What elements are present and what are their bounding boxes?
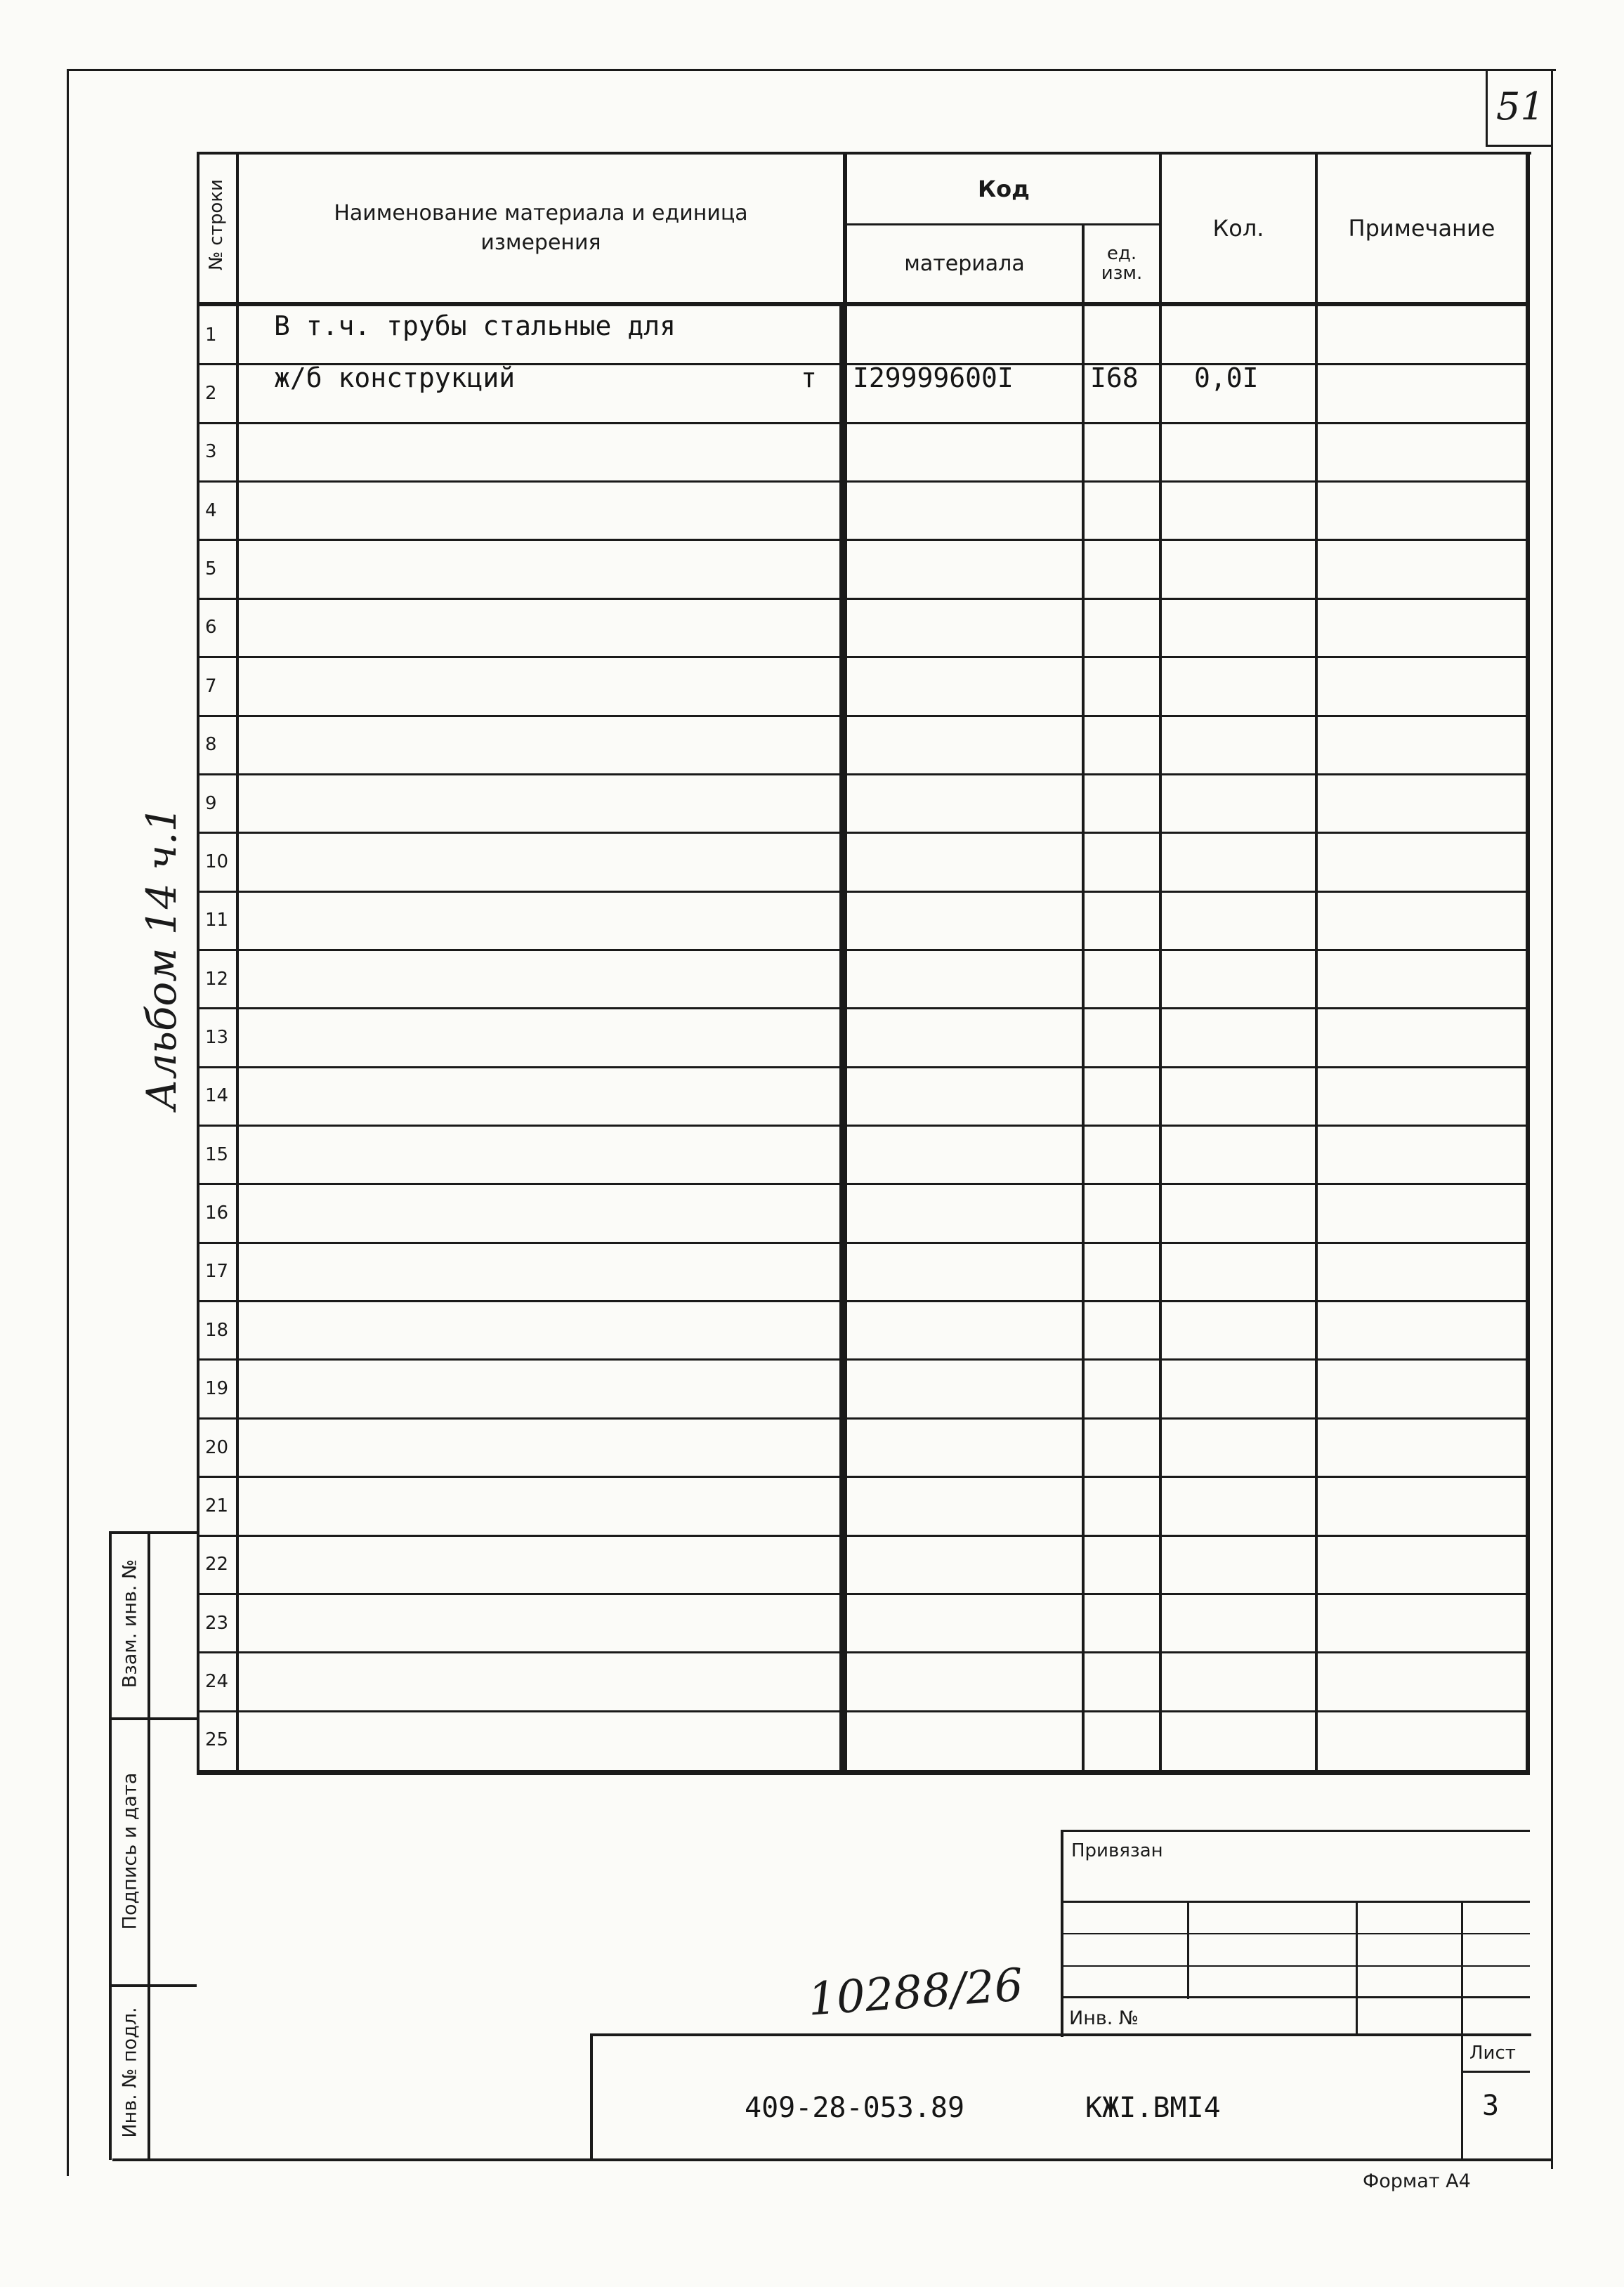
sheet-number: 3 — [1482, 2090, 1500, 2122]
row2-unit: т — [801, 362, 817, 393]
stamp-podpis: Подпись и дата — [119, 1772, 141, 1930]
row-number: 24 — [205, 1670, 229, 1692]
row-divider — [197, 1007, 1530, 1009]
row-number: 13 — [205, 1027, 229, 1048]
row-divider — [197, 1476, 1530, 1478]
row-divider — [197, 1651, 1530, 1653]
table-top — [197, 152, 1531, 155]
qty-col-right — [1315, 152, 1318, 1774]
row-number: 18 — [205, 1319, 229, 1341]
row2-unit-code: I68 — [1090, 362, 1139, 393]
row-number: 8 — [205, 734, 217, 756]
row-number: 2 — [205, 383, 217, 405]
stamp-inv-podl: Инв. № подл. — [119, 2007, 141, 2138]
row-divider — [197, 598, 1530, 600]
privyazan-label: Привязан — [1071, 1840, 1163, 1861]
row-divider — [197, 539, 1530, 541]
row2-code: I29999600I — [853, 362, 1014, 393]
handwritten-number: 10288/26 — [806, 1959, 1025, 2026]
row-number: 1 — [205, 324, 217, 346]
header-code: Код — [978, 176, 1030, 202]
row-number: 22 — [205, 1554, 229, 1575]
row-number: 12 — [205, 968, 229, 990]
row2-name: ж/б конструкций — [274, 362, 516, 393]
row-divider — [197, 1300, 1530, 1302]
row-number: 14 — [205, 1085, 229, 1107]
header-note: Примечание — [1348, 215, 1495, 242]
sheet-mark: 51 — [1496, 84, 1545, 129]
row-divider — [197, 1535, 1530, 1537]
frame-right — [1551, 69, 1553, 2169]
row-divider — [197, 480, 1530, 483]
row-number: 6 — [205, 617, 217, 638]
doc-mark: КЖI.ВМI4 — [1085, 2092, 1221, 2124]
row2-qty: 0,0I — [1194, 362, 1259, 393]
row-divider — [197, 832, 1530, 834]
row-number: 23 — [205, 1612, 229, 1634]
row-number: 17 — [205, 1261, 229, 1283]
row-divider — [197, 1125, 1530, 1127]
row-number: 25 — [205, 1729, 229, 1751]
row-divider — [197, 773, 1530, 775]
row-divider — [197, 715, 1530, 717]
album-label: Альбом 14 ч.1 — [138, 806, 185, 1110]
frame-left-margin — [67, 69, 69, 2176]
row-number: 20 — [205, 1436, 229, 1458]
row-number: 9 — [205, 792, 217, 814]
code-col-right — [1082, 223, 1085, 1774]
header-code-unit: ед. изм. — [1101, 243, 1143, 284]
row-divider — [197, 1593, 1530, 1595]
row-number: 10 — [205, 851, 229, 872]
row-divider — [197, 1183, 1530, 1185]
row1-name: В т.ч. трубы стальные для — [274, 310, 676, 341]
row-number: 19 — [205, 1378, 229, 1400]
row-divider — [197, 656, 1530, 658]
sheet-label: Лист — [1469, 2043, 1516, 2064]
row-divider — [197, 1066, 1530, 1068]
row-number: 16 — [205, 1203, 229, 1224]
row-number: 4 — [205, 499, 217, 521]
row-divider — [197, 1242, 1530, 1244]
row-number: 3 — [205, 441, 217, 463]
row-divider — [197, 1710, 1530, 1712]
format-label: Формат А4 — [1363, 2170, 1471, 2192]
stamp-vzam: Взам. инв. № — [119, 1559, 141, 1689]
inv-no-label: Инв. № — [1069, 2007, 1139, 2029]
table-left — [197, 152, 199, 1774]
table-bottom — [197, 1770, 1530, 1775]
row-number: 5 — [205, 558, 217, 580]
header-qty: Кол. — [1212, 215, 1264, 242]
unit-col-right — [1159, 152, 1162, 1774]
row-number: 7 — [205, 675, 217, 697]
row-number: 11 — [205, 910, 229, 931]
frame-bottom — [112, 2158, 1551, 2161]
row-divider — [197, 422, 1530, 424]
frame-top — [67, 69, 1556, 71]
row-number: 21 — [205, 1495, 229, 1516]
header-row-no: № строки — [206, 179, 227, 270]
table-right — [1526, 152, 1530, 1774]
row-divider — [197, 949, 1530, 951]
row-divider — [197, 891, 1530, 893]
header-name: Наименование материала и единица измерения — [334, 201, 748, 255]
row-divider — [197, 1358, 1530, 1361]
row-number: 15 — [205, 1144, 229, 1165]
row-divider — [197, 1417, 1530, 1420]
header-bottom — [197, 302, 1530, 306]
header-code-material: материала — [904, 251, 1025, 276]
doc-code: 409-28-053.89 — [745, 2092, 965, 2124]
